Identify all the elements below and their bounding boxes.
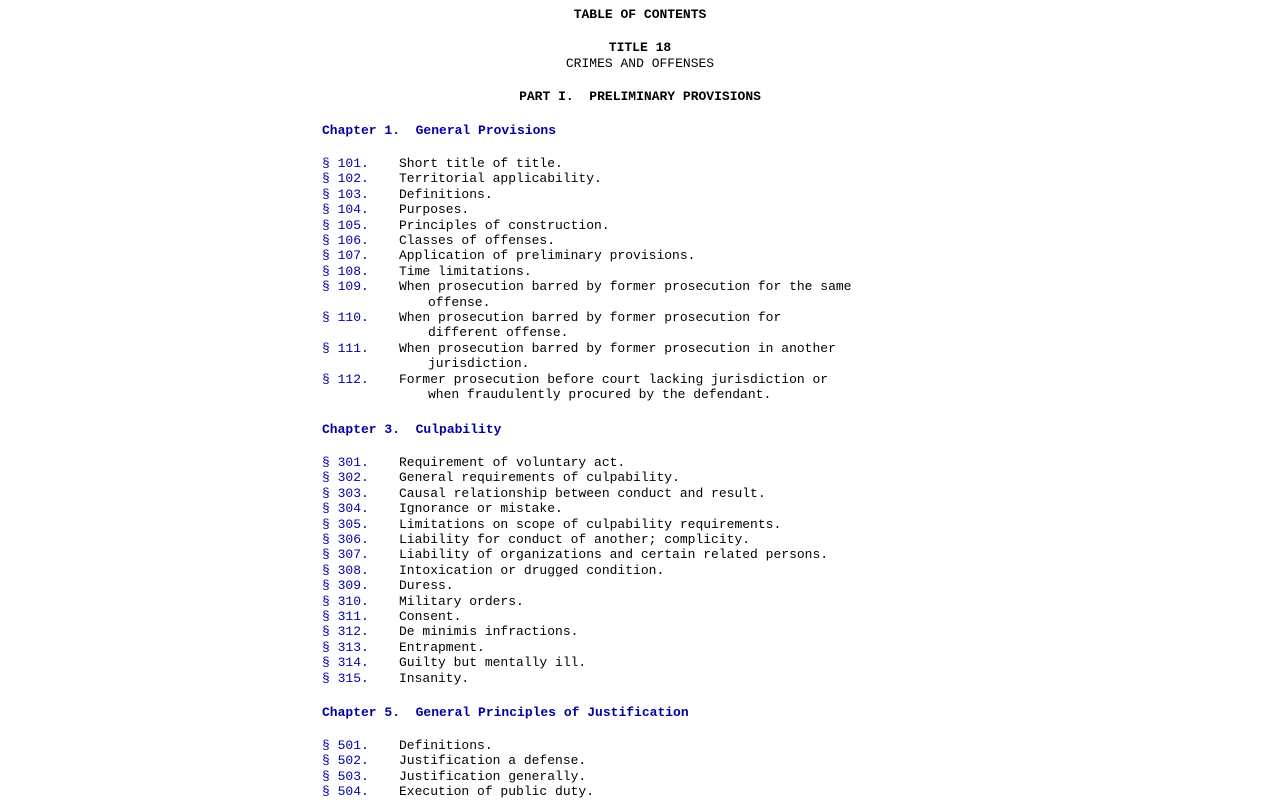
section-row: [322, 310, 781, 341]
section-number-link[interactable]: § 301.: [322, 455, 369, 470]
section-number-link[interactable]: § 312.: [322, 624, 369, 640]
section-number-link[interactable]: § 504.: [322, 784, 369, 800]
part-heading: PART I. PRELIMINARY PROVISIONS: [519, 89, 761, 104]
section-title-text: Requirement of voluntary act.: [399, 455, 626, 470]
section-row: [322, 279, 851, 310]
section-number-link[interactable]: § 112.: [322, 371, 369, 387]
section-title-text: Time limitations.: [399, 263, 532, 279]
section-number-link[interactable]: § 314.: [322, 655, 369, 671]
section-row: [322, 609, 461, 624]
section-number-link[interactable]: § 107.: [322, 248, 369, 264]
section-row: [322, 547, 828, 562]
section-row: [322, 470, 680, 485]
chapter-link[interactable]: Chapter 3. Culpability: [322, 422, 502, 437]
section-title: [399, 156, 563, 171]
section-row: [322, 156, 563, 171]
section-title: [399, 470, 680, 485]
section-title: [399, 769, 586, 784]
section-title: [399, 501, 563, 516]
section-row: [322, 248, 695, 263]
section-row: [322, 784, 594, 799]
section-title-text: Principles of construction.: [399, 217, 610, 233]
section-number-link[interactable]: § 106.: [322, 233, 369, 248]
section-row: [322, 578, 454, 593]
section-title: [399, 594, 524, 609]
section-title: [399, 517, 781, 532]
section-title: [399, 202, 469, 217]
section-title: [399, 279, 851, 310]
section-number-link[interactable]: § 110.: [322, 310, 369, 325]
section-title-text: Insanity.: [399, 670, 470, 686]
section-title-text: Consent.: [399, 609, 462, 624]
section-title-continuation: offense.: [428, 294, 491, 310]
section-title: [399, 563, 664, 578]
section-title: [399, 264, 532, 279]
section-title-text: Entrapment.: [399, 639, 485, 655]
section-title-text: Classes of offenses.: [399, 233, 556, 248]
section-row: [322, 671, 469, 686]
chapter-link[interactable]: Chapter 5. General Principles of Justification: [322, 705, 689, 720]
section-number-link[interactable]: § 308.: [322, 562, 369, 578]
section-title-text: Definitions.: [399, 738, 493, 753]
section-number-link[interactable]: § 305.: [322, 516, 369, 532]
section-title-continuation: when fraudulently procured by the defendant.: [428, 387, 772, 402]
section-row: [322, 264, 532, 279]
section-title: [399, 187, 493, 202]
section-title-text: Purposes.: [399, 202, 470, 218]
section-row: [322, 517, 781, 532]
section-number-link[interactable]: § 310.: [322, 593, 369, 609]
section-title-text: Definitions.: [399, 186, 493, 202]
section-number-link[interactable]: § 503.: [322, 768, 369, 784]
section-row: [322, 218, 610, 233]
section-number-link[interactable]: § 104.: [322, 202, 369, 218]
section-title: [399, 171, 602, 186]
section-row: [322, 171, 602, 186]
section-number-link[interactable]: § 105.: [322, 217, 369, 233]
section-row: [322, 486, 766, 501]
section-title-text: Justification generally.: [399, 768, 587, 784]
section-row: [322, 594, 524, 609]
section-title-text: Liability of organizations and certain related persons.: [399, 547, 829, 563]
section-row: [322, 532, 750, 547]
section-row: [322, 738, 493, 753]
section-title-text: Short title of title.: [399, 156, 563, 171]
section-title-text: De minimis infractions.: [399, 624, 579, 640]
section-row: [322, 501, 563, 516]
section-title-text: Ignorance or mistake.: [399, 501, 563, 517]
section-title: [399, 655, 586, 670]
section-row: [322, 202, 469, 217]
section-row: [322, 655, 586, 670]
section-title: [399, 372, 828, 403]
section-number-link[interactable]: § 303.: [322, 485, 369, 501]
section-title: [399, 578, 454, 593]
section-number-link[interactable]: § 311.: [322, 609, 369, 624]
section-number-link[interactable]: § 302.: [322, 470, 369, 486]
section-title-text: Limitations on scope of culpability requirements.: [399, 516, 782, 532]
section-row: [322, 233, 555, 248]
section-title: [399, 609, 461, 624]
section-number-link[interactable]: § 309.: [322, 578, 369, 594]
section-number-link[interactable]: § 304.: [322, 501, 369, 517]
section-title-text: Territorial applicability.: [399, 171, 602, 187]
section-title-text: Military orders.: [399, 593, 524, 609]
section-number-link[interactable]: § 109.: [322, 279, 369, 295]
section-title-text: When prosecution barred by former prosecution in another: [399, 340, 836, 356]
section-row: [322, 769, 586, 784]
section-title: [399, 233, 555, 248]
section-number-link[interactable]: § 502.: [322, 753, 369, 769]
section-title: [399, 738, 493, 753]
section-title: [399, 547, 828, 562]
section-title: [399, 341, 836, 372]
section-row: [322, 640, 485, 655]
section-number-link[interactable]: § 103.: [322, 186, 369, 202]
section-title-text: Application of preliminary provisions.: [399, 248, 696, 264]
title-number: TITLE 18: [608, 40, 672, 55]
section-title-text: Former prosecution before court lacking jurisdiction or: [399, 371, 829, 387]
chapter-link[interactable]: Chapter 1. General Provisions: [322, 123, 557, 138]
section-row: [322, 753, 586, 768]
section-title-text: Liability for conduct of another; complicity.: [399, 532, 751, 547]
section-title: [399, 753, 586, 768]
section-title-text: Execution of public duty.: [399, 784, 595, 800]
section-row: [322, 341, 836, 372]
section-number-link[interactable]: § 306.: [322, 532, 369, 547]
section-title: [399, 310, 781, 341]
section-number-link[interactable]: § 307.: [322, 547, 369, 563]
section-number-link[interactable]: § 111.: [322, 340, 369, 356]
section-title-text: Duress.: [399, 578, 454, 594]
section-title-text: Guilty but mentally ill.: [399, 655, 587, 671]
section-row: [322, 372, 828, 403]
section-row: [322, 455, 625, 470]
section-title-continuation: jurisdiction.: [428, 356, 530, 372]
section-title: [399, 455, 625, 470]
section-title-text: General requirements of culpability.: [399, 470, 680, 486]
section-title: [399, 640, 485, 655]
section-title: [399, 248, 695, 263]
section-title: [399, 784, 594, 799]
section-title: [399, 486, 766, 501]
section-number-link[interactable]: § 313.: [322, 639, 369, 655]
section-title-text: Justification a defense.: [399, 753, 587, 769]
section-title-continuation: different offense.: [428, 325, 569, 341]
section-title-text: Intoxication or drugged condition.: [399, 562, 665, 578]
section-row: [322, 563, 664, 578]
section-number-link[interactable]: § 315.: [322, 670, 369, 686]
section-number-link[interactable]: § 108.: [322, 263, 369, 279]
section-title: [399, 671, 469, 686]
title-name: CRIMES AND OFFENSES: [565, 56, 715, 71]
section-row: [322, 624, 578, 639]
section-title-text: When prosecution barred by former prosecution for: [399, 310, 782, 325]
section-title: [399, 624, 578, 639]
section-title: [399, 218, 610, 233]
section-row: [322, 187, 493, 202]
section-title-text: Causal relationship between conduct and result.: [399, 485, 766, 501]
section-number-link[interactable]: § 501.: [322, 738, 369, 753]
toc-heading: TABLE OF CONTENTS: [573, 7, 707, 22]
section-title-text: When prosecution barred by former prosecution for the same: [399, 279, 852, 295]
section-title: [399, 532, 750, 547]
section-number-link[interactable]: § 102.: [322, 171, 369, 187]
section-number-link[interactable]: § 101.: [322, 156, 369, 171]
